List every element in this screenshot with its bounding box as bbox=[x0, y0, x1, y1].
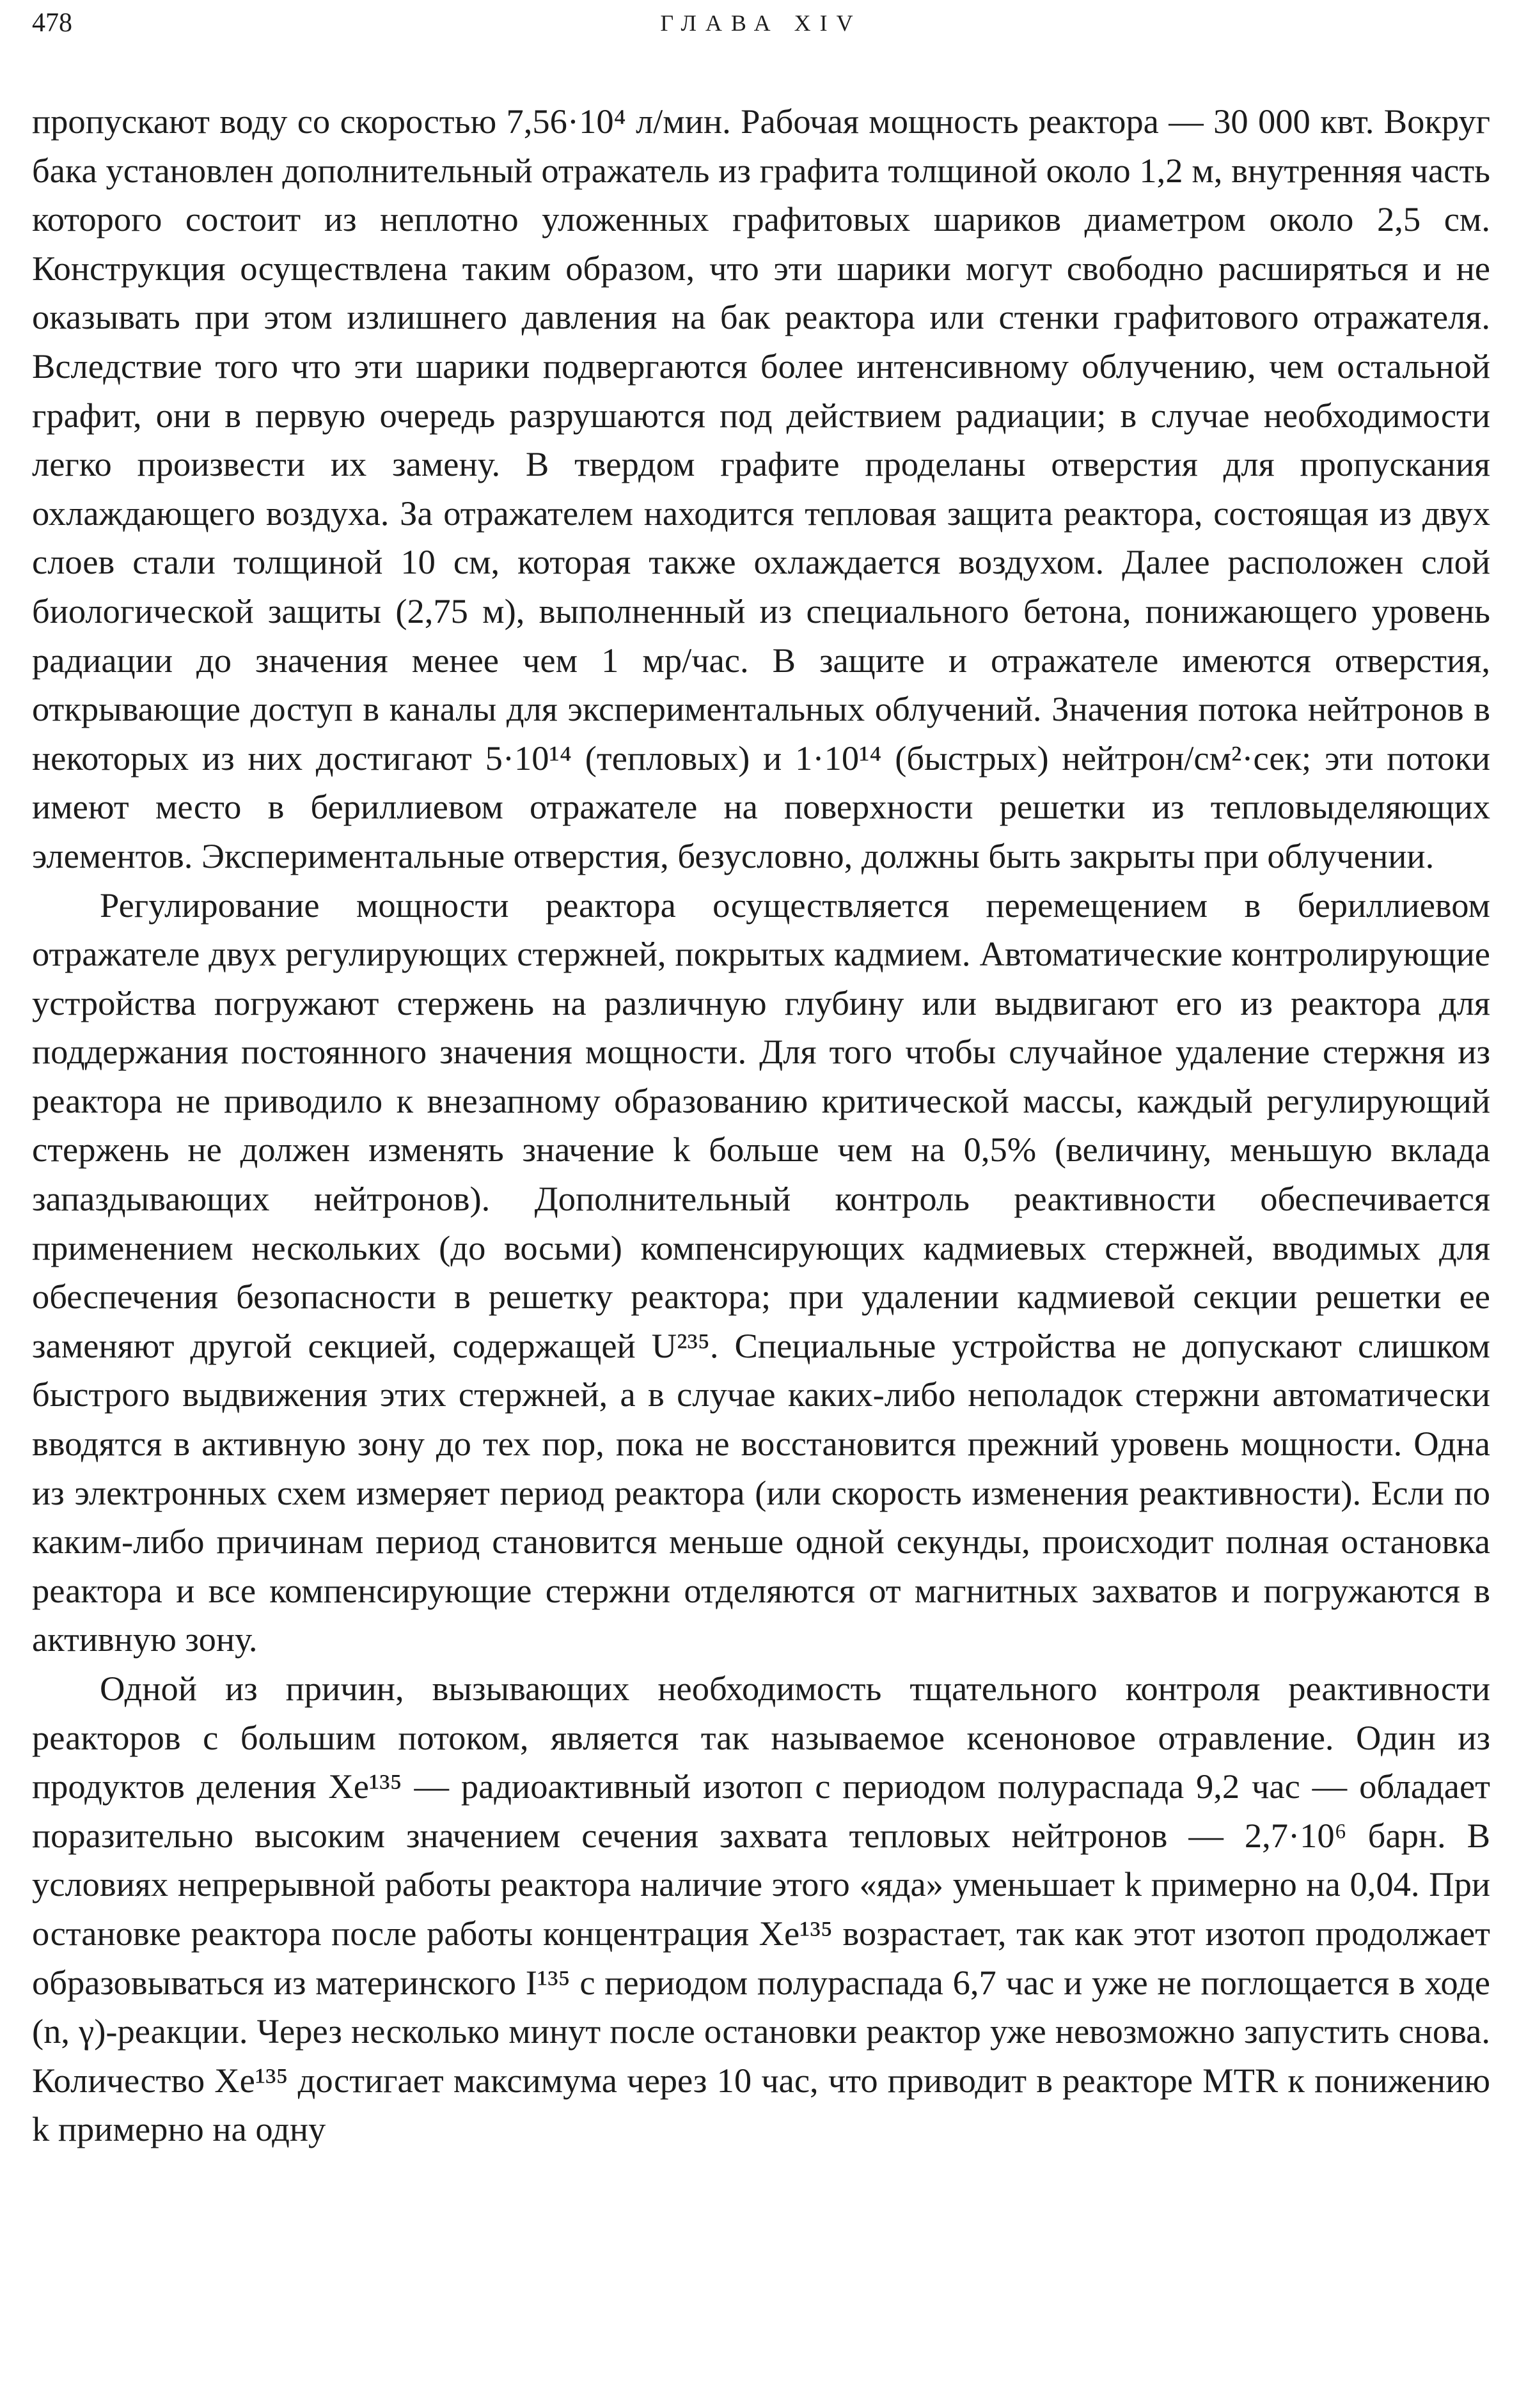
paragraph: пропускают воду со скоростью 7,56·10⁴ л/мин. Рабочая мощность реактора — 30 000 квт. Вокруг бака установлен дополнительный отражатель из графита толщиной около 1,2 м, внутренняя часть которого состоит из неплотно уложенных графитовых шариков диаметром около 2,5 см. Конструкция осуществлена таким образом, что эти шарики могут свободно расширяться и не оказывать при этом излишнего давления на бак реактора или стенки графитового отражателя. Вследствие того что эти шарики подвергаются более интенсивному облучению, чем остальной графит, они в первую очередь разрушаются под действием радиации; в случае необходимости легко произвести их замену. В твердом графите проделаны отверстия для пропускания охлаждающего воздуха. За отражателем находится тепловая защита реактора, состоящая из двух слоев стали толщиной 10 см, которая также охлаждается воздухом. Далее расположен слой биологической защиты (2,75 м), выполненный из специального бетона, понижающего уровень радиации до значения менее чем 1 мр/час. В защите и отражателе имеются отверстия, открывающие доступ в каналы для экспериментальных облучений. Значения потока нейтронов в некоторых из них достигают 5·10¹⁴ (тепловых) и 1·10¹⁴ (быстрых) нейтрон/см²·сек; эти потоки имеют место в бериллиевом отражателе на поверхности решетки из тепловыделяющих элементов. Экспериментальные отверстия, безусловно, должны быть закрыты при облучении. bbox=[32, 102, 1490, 875]
paragraph: Регулирование мощности реактора осуществляется перемещением в бериллиевом отражателе двух регулирующих стержней, покрытых кадмием. Автоматические контролирующие устройства погружают стержень на различную глубину или выдвигают его из реактора для поддержания постоянного значения мощности. Для того чтобы случайное удаление стержня из реактора не приводило к внезапному образованию критической массы, каждый регулирующий стержень не должен изменять значение k больше чем на 0,5% (величину, меньшую вклада запаздывающих нейтронов). Дополнительный контроль реактивности обеспечивается применением нескольких (до восьми) компенсирующих кадмиевых стержней, вводимых для обеспечения безопасности в решетку реактора; при удалении кадмиевой секции решетки ее заменяют другой секцией, содержащей U²³⁵. Специальные устройства не допускают слишком быстрого выдвижения этих стержней, а в случае каких-либо неполадок стержни автоматически вводятся в активную зону до тех пор, пока не восстановится прежний уровень мощности. Одна из электронных схем измеряет период реактора (или скорость изменения реактивности). Если по каким-либо причинам период становится меньше одной секунды, происходит полная остановка реактора и все компенсирующие стержни отделяются от магнитных захватов и погружаются в активную зону. bbox=[32, 885, 1490, 1659]
running-head: ГЛАВА XIV bbox=[660, 10, 862, 36]
paragraph: Одной из причин, вызывающих необходимость тщательного контроля реактивности реакторов с большим потоком, является так называемое ксеноновое отравление. Один из продуктов деления Xe¹³⁵ — радиоактивный изотоп с периодом полураспада 9,2 час — обладает поразительно высоким значением сечения захвата тепловых нейтронов — 2,7·10⁶ барн. В условиях непрерывной работы реактора наличие этого «яда» уменьшает k примерно на 0,04. При остановке реактора после работы концентрация Xe¹³⁵ возрастает, так как этот изотоп продолжает образовываться из материнского I¹³⁵ с периодом полураспада 6,7 час и уже не поглощается в ходе (n, γ)-реакции. Через несколько минут после остановки реактор уже невозможно запустить снова. Количество Xe¹³⁵ достигает максимума через 10 час, что приводит в реакторе MTR к понижению k примерно на одну bbox=[32, 1669, 1490, 2149]
page-header bbox=[32, 4, 1490, 42]
body-text bbox=[32, 97, 1490, 2154]
page-number: 478 bbox=[32, 8, 72, 38]
